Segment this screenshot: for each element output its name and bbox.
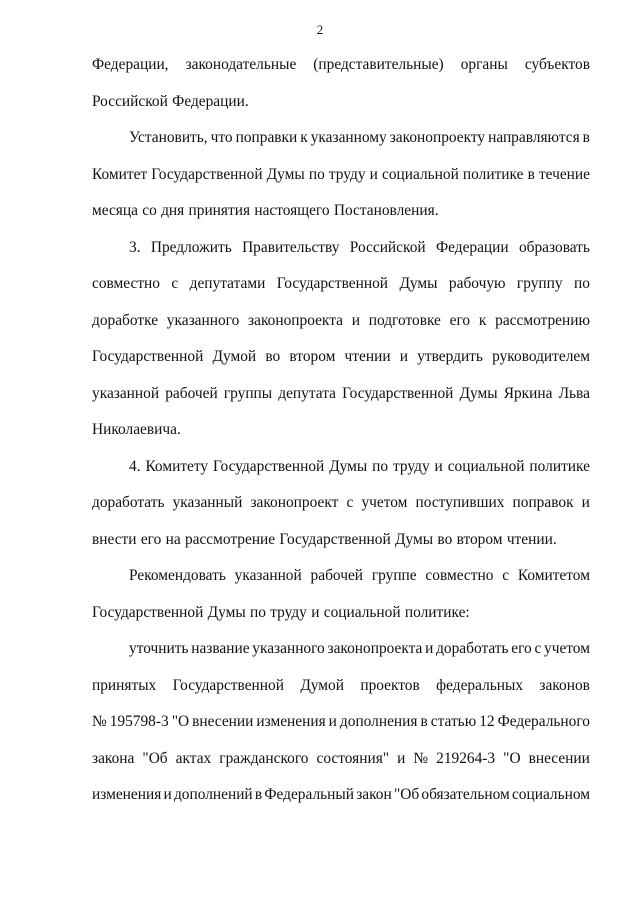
- text-line: принятых Государственной Думой проектов федеральных законов: [92, 676, 590, 694]
- text-line: совместно с депутатами Государственной Думы рабочую группу по: [92, 275, 590, 292]
- paragraph: [92, 558, 590, 631]
- paragraph: [92, 120, 590, 230]
- text-line: закона "Об актах гражданского состояния" и № 219264-3 "О внесении: [92, 749, 590, 767]
- text-line: Установить, что поправки к указанному законопроекту направляются в: [129, 129, 590, 146]
- text-line: уточнить название указанного законопроекта и доработать его с учетом: [129, 640, 590, 657]
- text-line: внести его на рассмотрение Государственной Думы во втором чтении.: [92, 530, 557, 548]
- text-line: 3. Предложить Правительству Российской Федерации образовать: [129, 238, 590, 256]
- text-line: Федерации, законодательные (представительные) органы субъектов: [92, 56, 590, 73]
- text-line: 4. Комитету Государственной Думы по труду и социальной политике: [129, 457, 590, 475]
- text-line: изменения и дополнений в Федеральный закон "Об обязательном социальном: [92, 786, 590, 803]
- text-line: Комитет Государственной Думы по труду и социальной политике в течение: [92, 165, 590, 183]
- text-line: Государственной Думой во втором чтении и утвердить руководителем: [92, 348, 590, 365]
- document-body: [92, 47, 590, 814]
- page-number: 2: [316, 22, 324, 37]
- text-line: Николаевича.: [92, 421, 181, 438]
- paragraph: [92, 631, 590, 814]
- paragraph: [92, 449, 590, 559]
- text-line: Рекомендовать указанной рабочей группе совместно с Комитетом: [129, 567, 590, 584]
- text-line: месяца со дня принятия настоящего Постановления.: [92, 202, 439, 219]
- text-line: Российской Федерации.: [92, 92, 249, 110]
- text-line: указанной рабочей группы депутата Государственной Думы Яркина Льва: [92, 384, 590, 402]
- paragraph: [92, 230, 590, 449]
- text-line: Государственной Думы по труду и социальной политике:: [92, 603, 470, 621]
- paragraph: [92, 47, 590, 120]
- text-line: доработать указанный законопроект с учетом поступивших поправок и: [92, 494, 590, 511]
- text-line: доработке указанного законопроекта и подготовке его к рассмотрению: [92, 311, 590, 329]
- text-line: № 195798-3 "О внесении изменения и дополнения в статью 12 Федерального: [92, 713, 590, 730]
